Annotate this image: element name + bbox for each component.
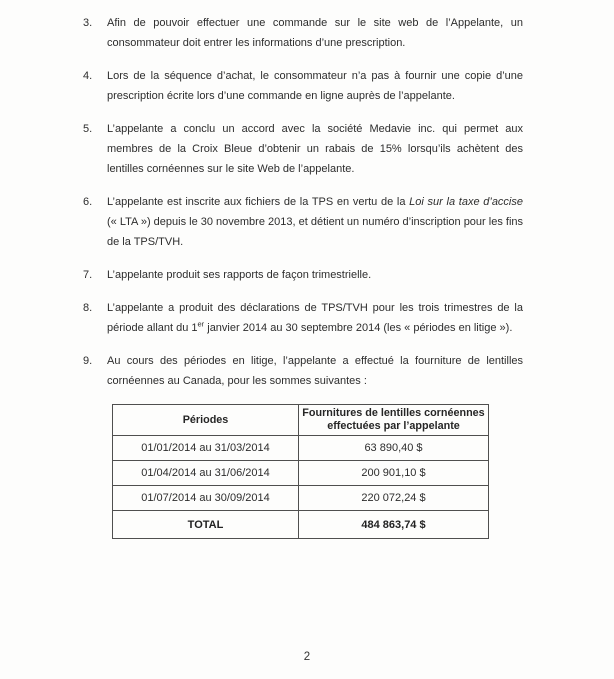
paragraph-number: 5. <box>83 123 93 135</box>
amount-cell: 220 072,24 $ <box>299 486 489 511</box>
page-number: 2 <box>303 651 311 663</box>
paragraph-item-4 <box>83 66 525 106</box>
amount-cell: 200 901,10 $ <box>299 461 489 486</box>
periods-header-cell: Périodes <box>113 405 299 436</box>
paragraph-text: L’appelante est inscrite aux fichiers de la TPS en vertu de la Loi sur la taxe d’accise (« LTA ») depuis le 30 novembre 2013, et détient un numéro d’inscription pour les fins de la TPS/TVH. <box>107 196 524 248</box>
paragraph-text: L’appelante produit ses rapports de façon trimestrielle. <box>107 269 372 281</box>
period-cell: 01/07/2014 au 30/09/2014 <box>113 486 299 511</box>
supplies-table-header <box>113 405 489 436</box>
paragraph-number: 6. <box>83 196 93 208</box>
table-row <box>113 436 489 461</box>
table-total-row <box>113 511 489 539</box>
paragraph-item-7 <box>83 265 525 285</box>
period-cell: 01/01/2014 au 31/03/2014 <box>113 436 299 461</box>
total-label-cell: TOTAL <box>113 511 299 539</box>
paragraph-text: L’appelante a produit des déclarations de TPS/TVH pour les trois trimestres de la période allant du 1er janvier 2014 au 30 septembre 2014 (les « périodes en litige »). <box>107 302 523 334</box>
paragraph-item-5 <box>83 119 525 179</box>
supplies-table-wrapper <box>112 404 525 539</box>
period-cell: 01/04/2014 au 31/06/2014 <box>113 461 299 486</box>
paragraph-text: Au cours des périodes en litige, l’appelante a effectué la fourniture de lentilles cornéennes au Canada, pour les sommes suivantes : <box>107 355 523 387</box>
paragraph-item-9 <box>83 351 525 391</box>
supplies-table <box>112 404 489 539</box>
paragraph-number: 7. <box>83 269 93 281</box>
paragraph-text: L’appelante a conclu un accord avec la société Medavie inc. qui permet aux membres de la Croix Bleue d’obtenir un rabais de 15% lorsqu’ils achètent des lentilles cornéennes sur le site Web de l’appelante. <box>107 123 523 175</box>
paragraph-number: 3. <box>83 17 93 29</box>
paragraph-item-6 <box>83 192 525 252</box>
paragraph-item-3 <box>83 13 525 53</box>
table-header-row <box>113 405 489 436</box>
supplies-header-cell: Fournitures de lentilles cornéennes effectuées par l’appelante <box>299 405 489 436</box>
paragraph-text: Lors de la séquence d’achat, le consommateur n’a pas à fournir une copie d’une prescription écrite lors d’une commande en ligne auprès de l’appelante. <box>107 70 523 102</box>
document-content <box>83 13 525 539</box>
amount-cell: 63 890,40 $ <box>299 436 489 461</box>
table-row <box>113 486 489 511</box>
paragraph-number: 4. <box>83 70 93 82</box>
paragraph-number: 9. <box>83 355 93 367</box>
paragraph-item-8 <box>83 298 525 338</box>
paragraph-text: Afin de pouvoir effectuer une commande sur le site web de l’Appelante, un consommateur doit entrer les informations d’une prescription. <box>107 17 523 49</box>
paragraph-number: 8. <box>83 302 93 314</box>
total-amount-cell: 484 863,74 $ <box>299 511 489 539</box>
table-row <box>113 461 489 486</box>
supplies-table-body <box>113 436 489 539</box>
